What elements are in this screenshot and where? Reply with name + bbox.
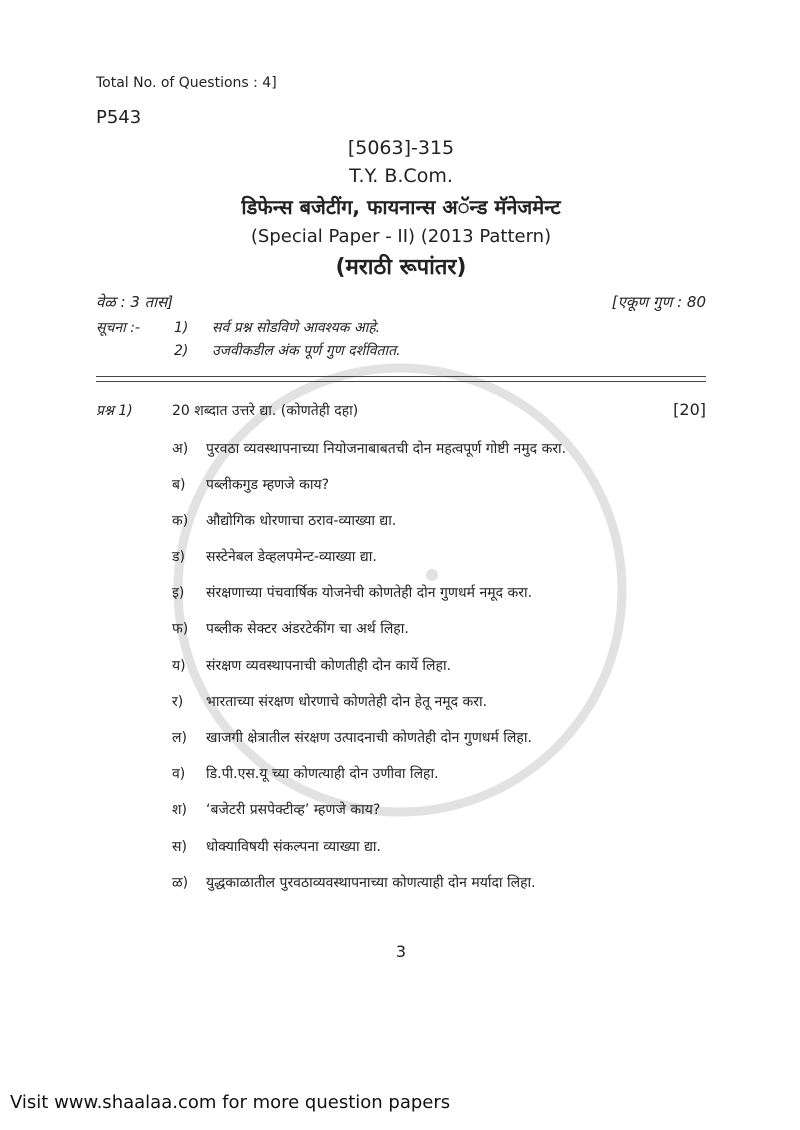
sub-question-label: स) — [172, 838, 187, 855]
sub-question-text: संरक्षण व्यवस्थापनाची कोणतीही दोन कार्ये लिहा. — [206, 657, 452, 674]
sub-question-text: संरक्षणाच्या पंचवार्षिक योजनेची कोणतेही दोन गुणधर्म नमूद करा. — [206, 585, 533, 602]
sub-question — [172, 620, 706, 638]
sub-question-list — [96, 440, 706, 892]
instruction-text: सर्व प्रश्न सोडविणे आवश्यक आहे. — [212, 319, 381, 336]
divider — [96, 381, 706, 382]
sub-question-label: र) — [172, 693, 184, 710]
sub-question — [172, 801, 706, 819]
sub-question — [172, 874, 706, 892]
sub-question — [172, 584, 706, 602]
sub-question-text: औद्योगिक धोरणाचा ठराव-व्याख्या द्या. — [206, 512, 397, 529]
sub-question-text: सस्टेनेबल डेव्हलपमेन्ट-व्याख्या द्या. — [206, 549, 377, 566]
instruction-text: उजवीकडील अंक पूर्ण गुण दर्शवितात. — [212, 342, 401, 359]
sub-question-label: फ) — [172, 621, 189, 638]
sub-question-label: य) — [172, 657, 186, 674]
sub-question — [172, 729, 706, 747]
sub-question-text: खाजगी क्षेत्रातील संरक्षण उत्पादनाची कोणतेही दोन गुणधर्म लिहा. — [206, 730, 532, 746]
page-number: 3 — [395, 941, 407, 961]
sub-question — [172, 440, 706, 458]
sub-question — [172, 693, 706, 711]
language-version: (मराठी रूपांतर) — [335, 255, 467, 280]
paper-code: [5063]-315 — [347, 137, 455, 159]
sub-question-label: क) — [172, 512, 189, 529]
instruction-row — [96, 318, 706, 337]
sub-question-label: श) — [172, 802, 187, 819]
sub-question — [172, 838, 706, 856]
sub-question-text: भारताच्या संरक्षण धोरणाचे कोणतेही दोन हेतू नमूद करा. — [206, 693, 488, 710]
sub-question-label: ब) — [172, 476, 186, 493]
time-marks-row — [96, 292, 706, 312]
paper-id: P543 — [96, 106, 142, 128]
sub-question — [172, 476, 706, 494]
instruction-row — [96, 341, 706, 360]
sub-question-text: युद्धकाळातील पुरवठाव्यवस्थापनाच्या कोणत्याही दोन मर्यादा लिहा. — [206, 874, 536, 891]
instructions-label: सूचना :- — [96, 319, 140, 336]
divider — [96, 376, 706, 377]
instruction-number: 2) — [174, 342, 189, 359]
sub-question — [172, 512, 706, 530]
sub-question-label: इ) — [172, 585, 185, 602]
question-text: 20 शब्दात उत्तरे द्या. (कोणतेही दहा) — [172, 402, 359, 419]
sub-question — [172, 765, 706, 783]
footer-note: Visit www.shaalaa.com for more question papers — [10, 1092, 451, 1113]
total-marks: [एकूण गुण : 80 — [611, 292, 706, 311]
question-label: प्रश्न 1) — [96, 402, 133, 419]
question-header — [96, 400, 706, 420]
sub-question-label: ड) — [172, 549, 185, 566]
time-allowed: वेळ : 3 तास] — [96, 292, 174, 311]
sub-question-label: ळ) — [172, 874, 189, 891]
total-questions: Total No. of Questions : 4] — [96, 75, 277, 91]
sub-question-text: पब्लीकगुड म्हणजे काय? — [206, 476, 330, 493]
sub-question-text: डि.पी.एस.यू च्या कोणत्याही दोन उणीवा लिहा. — [206, 766, 439, 783]
subject-title: डिफेन्स बजेटींग, फायनान्स अॅन्ड मॅनेजमेन्ट — [241, 194, 561, 219]
course-name: T.Y. B.Com. — [349, 164, 453, 187]
instruction-number: 1) — [174, 319, 189, 336]
sub-question-label: व) — [172, 766, 186, 783]
paper-pattern: (Special Paper - II) (2013 Pattern) — [250, 225, 552, 247]
sub-question-label: अ) — [172, 440, 189, 457]
sub-question-text: ‘बजेटरी प्रसपेक्टीव्ह’ म्हणजे काय? — [206, 802, 381, 819]
sub-question-text: धोक्याविषयी संकल्पना व्याख्या द्या. — [206, 838, 382, 855]
sub-question — [172, 657, 706, 675]
sub-question-text: पुरवठा व्यवस्थापनाच्या नियोजनाबाबतची दोन महत्वपूर्ण गोष्टी नमुद करा. — [206, 440, 567, 457]
sub-question — [172, 548, 706, 566]
sub-question-label: ल) — [172, 730, 187, 746]
sub-question-text: पब्लीक सेक्टर अंडरटेकींग चा अर्थ लिहा. — [206, 621, 409, 638]
question-marks: [20] — [673, 399, 706, 419]
